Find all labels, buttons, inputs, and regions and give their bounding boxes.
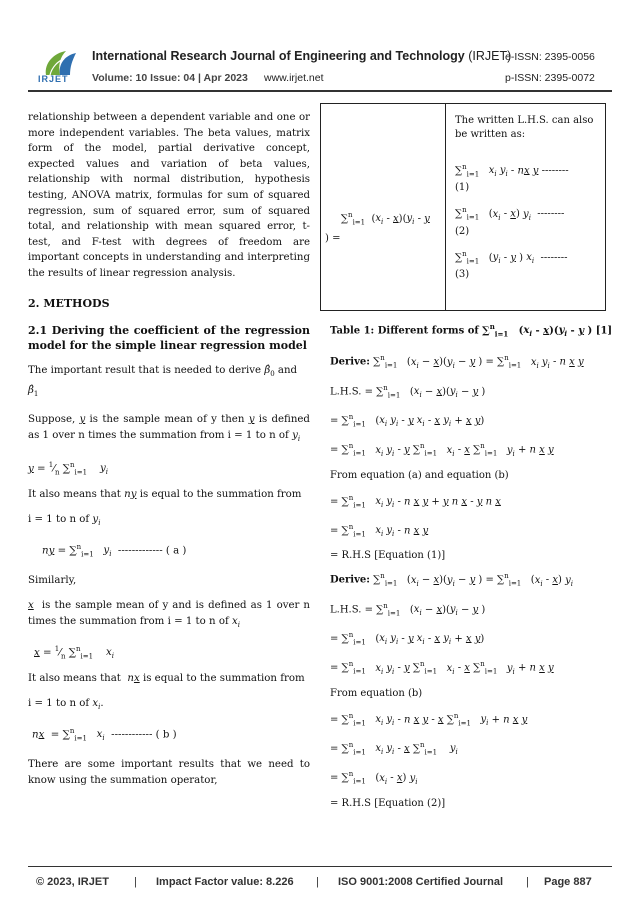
section-heading: 2. METHODS: [28, 296, 110, 310]
i-to-n-2: i = 1 to n of $x_i$.: [28, 698, 104, 712]
form-1: ∑$^n_{i=1}$ $x_i$ $y_i$ - nx y --------: [455, 163, 569, 179]
form-3-number: (3): [455, 268, 470, 280]
right-column: [330, 319, 612, 812]
important-results-paragraph: There are some important results that we need to know using the summation operator,: [28, 758, 310, 786]
ymean-formula: $y = ^1⁄_n$ ∑$^n_{i=1}$ $y_i$: [28, 460, 109, 477]
suppose-paragraph: Suppose, y is the sample mean of y then y is defined as 1 over n times the summation from i = 1 to n of $y_i$: [28, 414, 310, 443]
step-2b: = ∑$^n_{i=1}$ $x_i$ $y_i$ - y ∑$^n_{i=1}$ $x_i$ - x ∑$^n_{i=1}$ $y_i + n$ x y: [330, 660, 554, 676]
xmean-paragraph: x is the sample mean of y and is defined as 1 over n times the summation from i = 1 to n of $x_i$: [28, 600, 310, 630]
table-caption: Table 1: Different forms of ∑$^n_{i=1}$ $(x_i - x)(y_i$ - y ) [1]: [330, 322, 613, 339]
form-1-number: (1): [455, 182, 470, 194]
step-2d: = ∑$^n_{i=1}$ $x_i$ $y_i$ - x ∑$^n_{i=1}$ $y_i$: [330, 740, 458, 757]
footer-copyright: © 2023, IRJET: [36, 876, 109, 888]
footer-sep-2: |: [316, 876, 319, 888]
step-1c: = ∑$^n_{i=1}$ $x_i$ $y_i$ - n x y + y n x - y n x: [330, 493, 501, 509]
step-1a: = ∑$^n_{i=1}$ ($x_i$ $y_i$ - y $x_i$ - x $y_i + x$ y): [330, 412, 485, 429]
form-3: ∑$^n_{i=1}$ ($y_i$ - y ) $x_i$ --------: [455, 249, 568, 265]
derive-2: Derive: ∑$^n_{i=1}$ $(x_i - x)(y_i - y$ ) = ∑$^n_{i=1}$ $(x_i - x)$ $y_i$: [330, 572, 573, 588]
footer-iso: ISO 9001:2008 Certified Journal: [338, 876, 504, 888]
site-link[interactable]: www.irjet.net: [264, 72, 324, 84]
footer-rule: [28, 866, 612, 867]
table-lhs-expression: ∑$^n_{i=1}$ $(x_i - x)(y_i$ - y ) =: [325, 211, 430, 244]
lhs-2: L.H.S. = ∑$^n_{i=1}$ $(x_i - x)(y_i - y$ ): [330, 601, 486, 617]
table-forms: [455, 114, 595, 282]
from-eq-b: From equation (b): [330, 687, 423, 699]
step-2a: = ∑$^n_{i=1}$ ($x_i$ $y_i$ - y $x_i$ - x $y_i + x$ y): [330, 630, 485, 647]
logo-text: IRJET: [38, 74, 69, 84]
derive-1: Derive: ∑$^n_{i=1}$ $(x_i - x)(y_i - y$ ) = ∑$^n_{i=1}$ $x_i$ $y_i$ - n x y: [330, 354, 584, 370]
form-2-number: (2): [455, 225, 470, 237]
pissn: p-ISSN: 2395-0072: [505, 72, 595, 84]
volume-issue: Volume: 10 Issue: 04 | Apr 2023: [92, 72, 248, 84]
footer-sep-3: |: [526, 876, 529, 888]
eissn: e-ISSN: 2395-0056: [505, 51, 595, 63]
step-1b: = ∑$^n_{i=1}$ $x_i$ $y_i$ - y ∑$^n_{i=1}$ $x_i$ - x ∑$^n_{i=1}$ $y_i + n$ x y: [330, 442, 554, 458]
similarly-label: Similarly,: [28, 574, 77, 586]
table-intro: The written L.H.S. can also be written as:: [455, 115, 594, 140]
step-2c: = ∑$^n_{i=1}$ $x_i$ $y_i$ - n x y - x ∑$^n_{i=1}$ $y_i + n$ x y: [330, 711, 528, 727]
subsection-heading: 2.1 Deriving the coefficient of the regression model for the simple linear regression model: [28, 324, 310, 353]
from-eq-ab: From equation (a) and equation (b): [330, 469, 509, 481]
step-2e: = ∑$^n_{i=1}$ $(x_i - x)$ $y_i$: [330, 770, 418, 786]
intro-paragraph: relationship between a dependent variable and one or more independent variables. The beta values, matrix form of the model, partial derivative concept, expected values and variation of beta values, relationship with normal distribution, hypothesis testing, ANOVA matrix, formulas for sum of squared regression, sum of squared error, sum of squared total, and relationship with mean squared error, t-test, and F-test with degrees of freedom are important concepts in understanding and interpreting the results of linear regression analysis.: [28, 112, 310, 279]
lhs-1: L.H.S. = ∑$^n_{i=1}$ $(x_i - x)(y_i - y$ ): [330, 383, 486, 399]
footer-sep-1: |: [134, 876, 137, 888]
i-to-n-1: i = 1 to n of $y_i$: [28, 514, 101, 528]
also-means-1: It also means that ny is equal to the summation from: [28, 488, 302, 500]
form-2: ∑$^n_{i=1}$ $(x_i - x)$ $y_i$ --------: [455, 206, 565, 222]
xmean-formula: $x = ^1⁄_n$ ∑$^n_{i=1}$ $x_i$: [34, 644, 115, 661]
rhs-eq-1: = R.H.S [Equation (1)]: [330, 550, 446, 562]
footer-page: Page 887: [544, 876, 592, 888]
equation-b: nx = ∑$^n_{i=1}$ $x_i$ ------------ ( b ): [32, 726, 177, 743]
header-rule: [28, 90, 612, 92]
also-means-2: It also means that nx is equal to the summation from: [28, 672, 305, 684]
table-divider: [445, 104, 446, 310]
journal-title: International Research Journal of Engineering and Technology (IRJET): [92, 49, 512, 63]
rhs-eq-2: = R.H.S [Equation (2)]: [330, 797, 446, 809]
footer-impact: Impact Factor value: 8.226: [156, 876, 294, 888]
table-1: [320, 103, 606, 311]
step-1d: = ∑$^n_{i=1}$ $x_i$ $y_i$ - n x y: [330, 522, 429, 539]
important-result-line: The important result that is needed to derive $\betâ_0$ and $\betâ_1$: [28, 365, 298, 398]
left-column: [28, 110, 310, 788]
equation-a: ny = ∑$^n_{i=1}$ $y_i$ ------------- ( a ): [42, 542, 187, 559]
